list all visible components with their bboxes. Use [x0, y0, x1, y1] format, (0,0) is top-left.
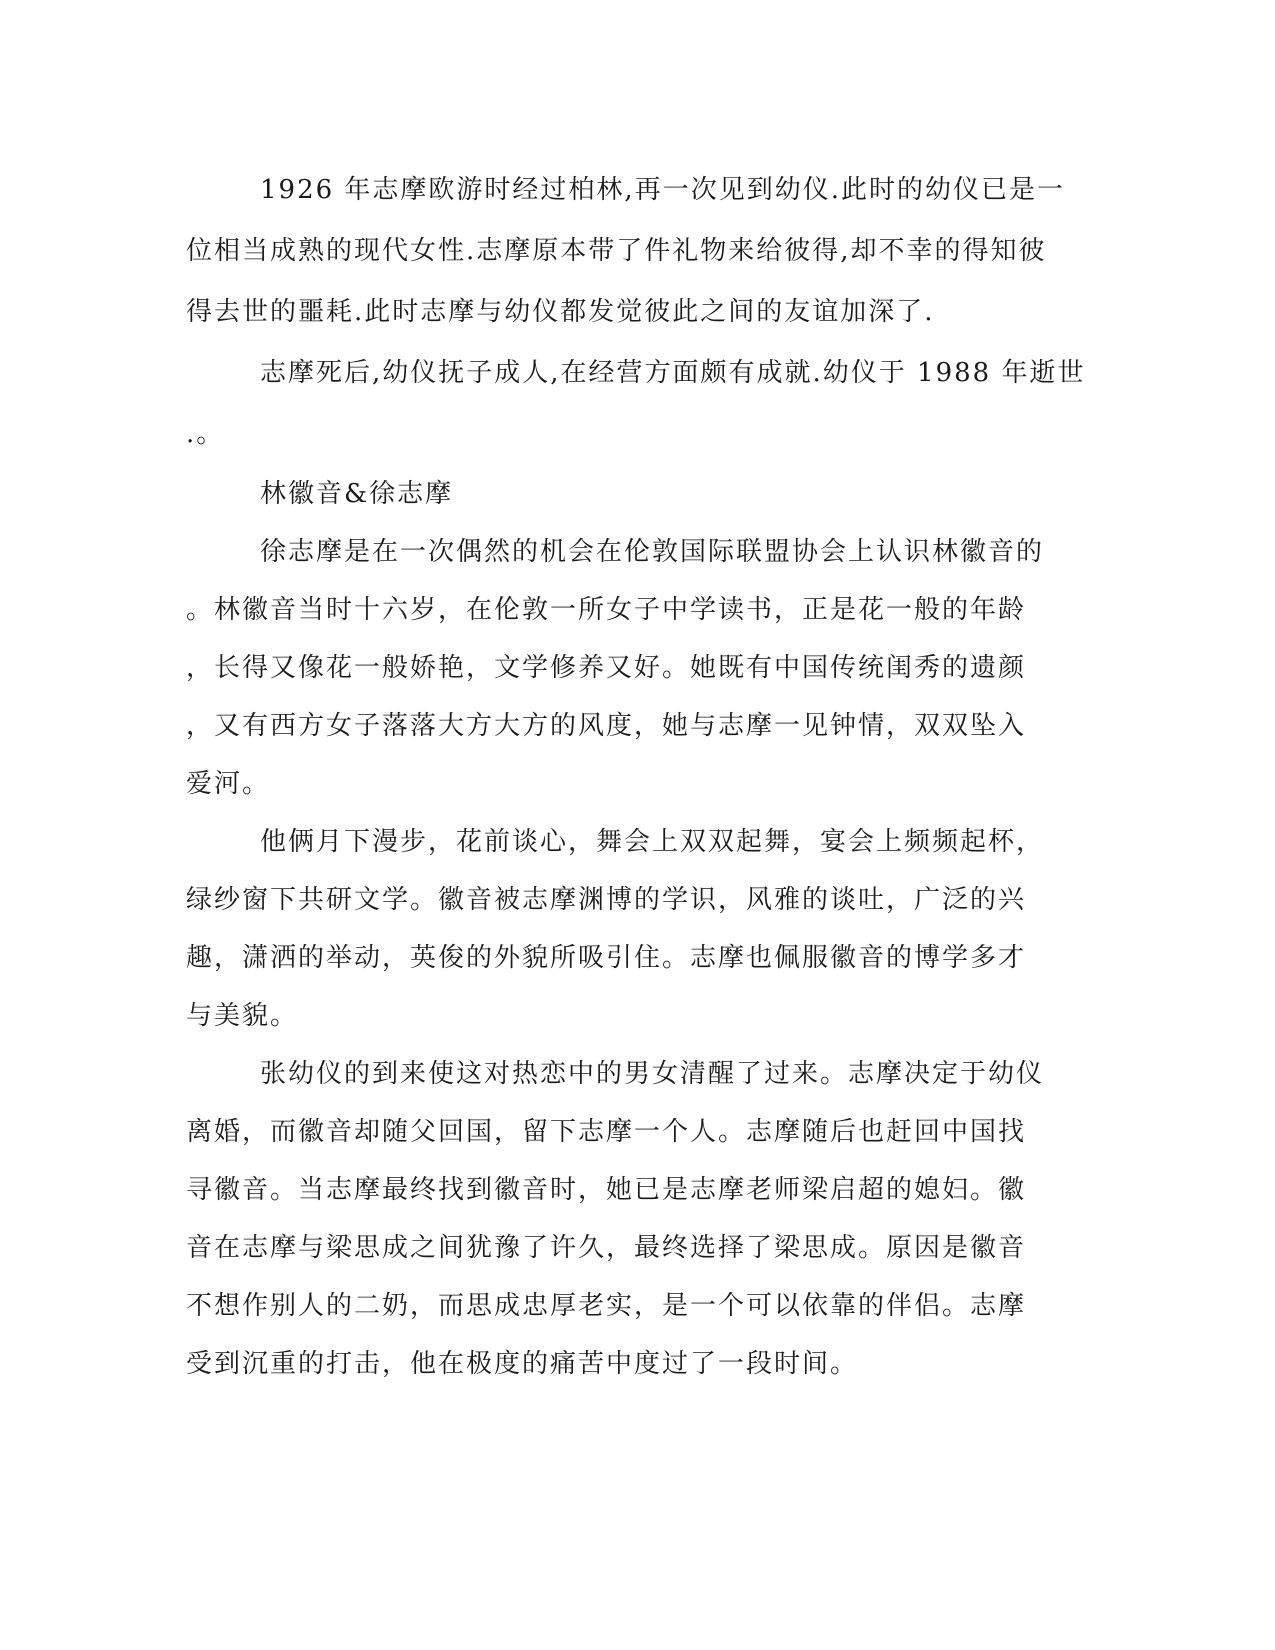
paragraph-line: 离婚，而徽音却随父回国，留下志摩一个人。志摩随后也赶回中国找: [186, 1117, 1027, 1147]
paragraph-line: 志摩死后,幼仪抚子成人,在经营方面颇有成就.幼仪于 1988 年逝世: [260, 358, 1086, 388]
paragraph-line: 他俩月下漫步，花前谈心，舞会上双双起舞，宴会上频频起杯，: [260, 827, 1045, 857]
paragraph-line: 。林徽音当时十六岁，在伦敦一所女子中学读书，正是花一般的年龄: [186, 595, 1027, 625]
paragraph-line: 与美貌。: [186, 1001, 299, 1031]
document-page: [186, 160, 1086, 1393]
paragraph-line: 寻徽音。当志摩最终找到徽音时，她已是志摩老师梁启超的媳妇。徽: [186, 1175, 1027, 1205]
section-heading: 林徽音&徐志摩: [260, 479, 454, 509]
paragraph-line: 爱河。: [186, 769, 271, 799]
paragraph-line: 绿纱窗下共研文学。徽音被志摩渊博的学识，风雅的谈吐，广泛的兴: [186, 885, 1027, 915]
paragraph-line: 得去世的噩耗.此时志摩与幼仪都发觉彼此之间的友谊加深了.: [186, 297, 935, 327]
paragraph-line: 受到沉重的打击，他在极度的痛苦中度过了一段时间。: [186, 1349, 859, 1379]
paragraph-line: 徐志摩是在一次偶然的机会在伦敦国际联盟协会上认识林徽音的: [260, 537, 1045, 567]
paragraph-line: 音在志摩与梁思成之间犹豫了许久，最终选择了梁思成。原因是徽音: [186, 1233, 1027, 1263]
paragraph-line: 1926 年志摩欧游时经过柏林,再一次见到幼仪.此时的幼仪已是一: [260, 175, 1065, 205]
paragraph-line: ，又有西方女子落落大方大方的风度，她与志摩一见钟情，双双坠入: [186, 711, 1027, 741]
paragraph-line: 位相当成熟的现代女性.志摩原本带了件礼物来给彼得,却不幸的得知彼: [186, 236, 1047, 266]
paragraph-line: 趣，潇洒的举动，英俊的外貌所吸引住。志摩也佩服徽音的博学多才: [186, 943, 1027, 973]
paragraph-line: ，长得又像花一般娇艳，文学修养又好。她既有中国传统闺秀的遗颜: [186, 653, 1027, 683]
paragraph-line: 不想作别人的二奶，而思成忠厚老实，是一个可以依靠的伴侣。志摩: [186, 1291, 1027, 1321]
paragraph-line: 张幼仪的到来使这对热恋中的男女清醒了过来。志摩决定于幼仪: [260, 1059, 1045, 1089]
paragraph-line: .。: [186, 419, 225, 449]
